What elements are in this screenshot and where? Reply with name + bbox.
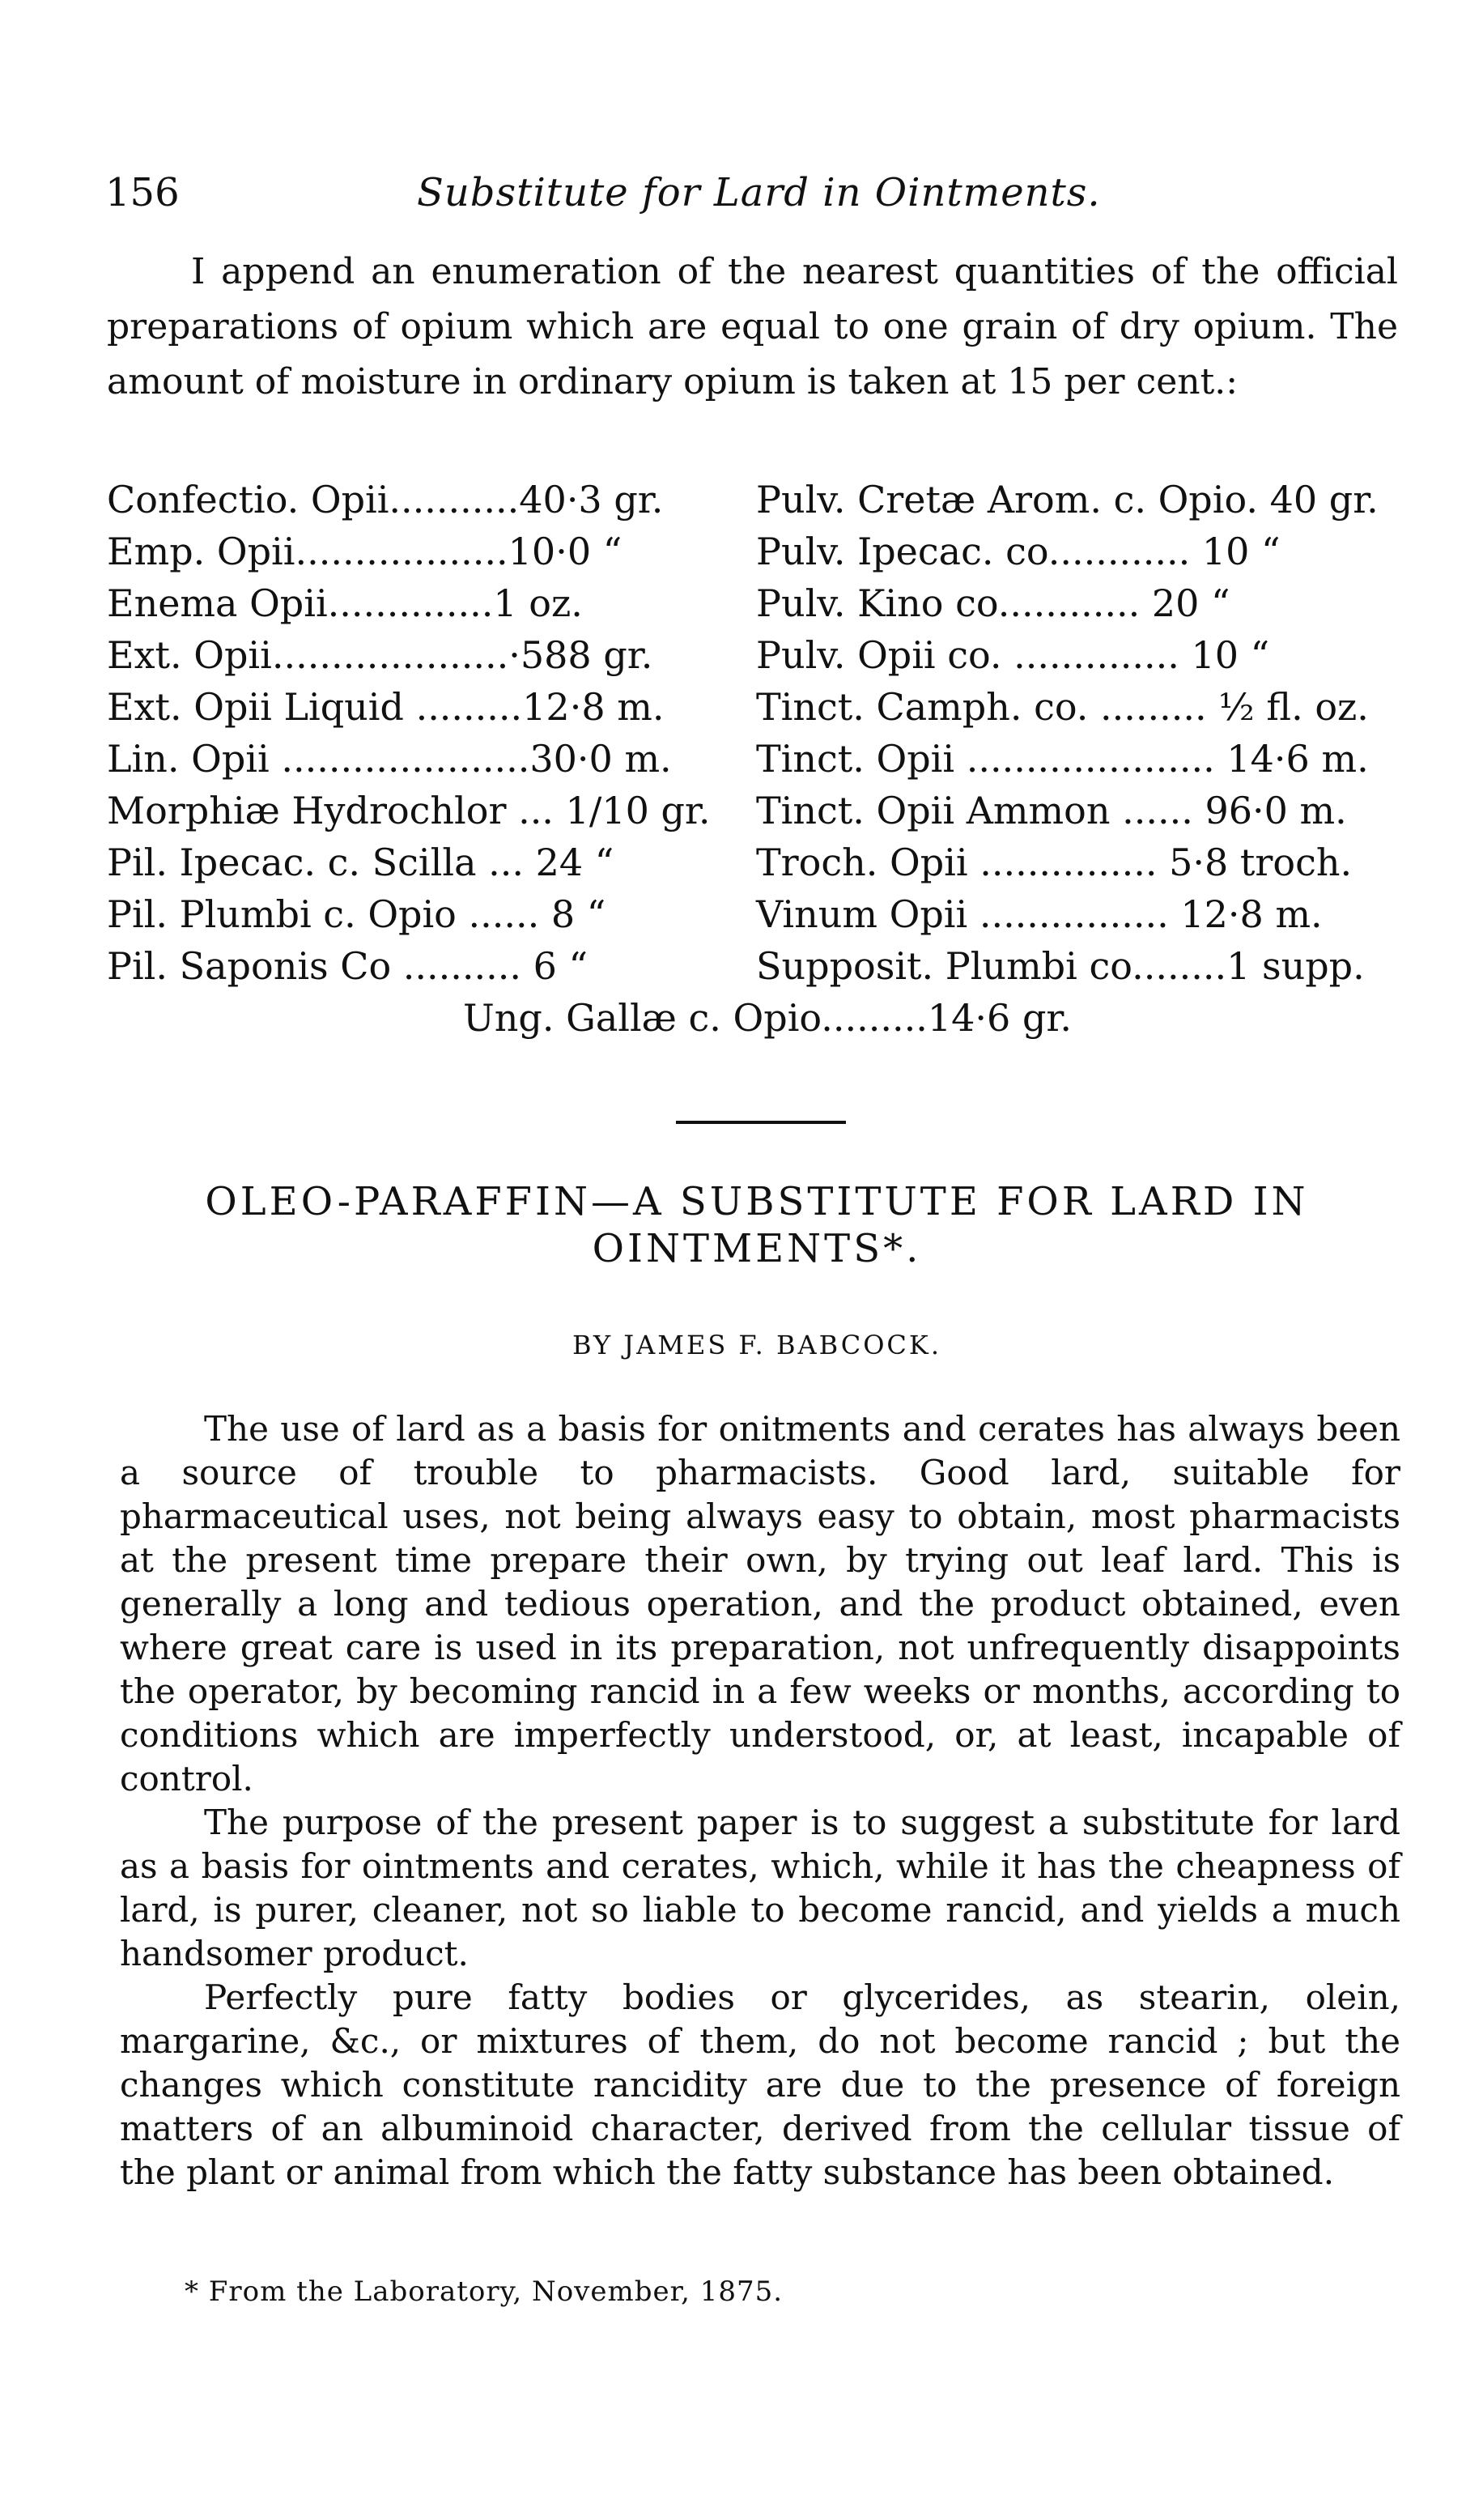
table-cell-right: Tinct. Opii Ammon ...... 96·0 m. <box>756 789 1347 832</box>
table-cell-right: Pulv. Cretæ Arom. c. Opio. 40 gr. <box>756 478 1379 521</box>
page-number: 156 <box>105 170 180 215</box>
table-cell-left: Enema Opii..............1 oz. <box>107 581 583 625</box>
table-cell-center: Ung. Gallæ c. Opio.........14·6 gr. <box>463 996 1072 1040</box>
table-cell-left: Morphiæ Hydrochlor ... 1/10 gr. <box>107 789 711 832</box>
table-cell-left: Ext. Opii Liquid .........12·8 m. <box>107 685 665 729</box>
table-row <box>107 841 1402 892</box>
body-paragraph: Perfectly pure fatty bodies or glycerides, as stearin, olein, margarine, &c., or mixtures of them, do not become rancid ; but the changes which constitute rancidity are due to the presence of foreign matters of an albuminoid character, derived from the cellular tissue of the plant or animal from which the fatty substance has been obtained. <box>120 1977 1400 2192</box>
table-row <box>107 581 1402 633</box>
running-head: Substitute for Lard in Ointments. <box>417 170 1101 215</box>
table-row <box>107 789 1402 841</box>
article-body <box>120 1407 1400 2194</box>
table-cell-left: Confectio. Opii...........40·3 gr. <box>107 478 664 521</box>
table-cell-right: Vinum Opii ................ 12·8 m. <box>756 892 1323 936</box>
byline: BY JAMES F. BABCOCK. <box>572 1330 941 1360</box>
table-cell-right: Pulv. Kino co............ 20 “ <box>756 581 1230 625</box>
table-cell-right: Tinct. Camph. co. ......... ½ fl. oz. <box>756 685 1369 729</box>
table-cell-left: Pil. Plumbi c. Opio ...... 8 “ <box>107 892 606 936</box>
table-row <box>107 530 1402 581</box>
table-row-last <box>107 996 1402 1048</box>
table-cell-left: Ext. Opii....................·588 gr. <box>107 633 653 677</box>
table-row <box>107 944 1402 996</box>
table-row <box>107 737 1402 789</box>
table-cell-right: Troch. Opii ............... 5·8 troch. <box>756 841 1353 884</box>
section-divider <box>676 1121 846 1124</box>
table-row <box>107 633 1402 685</box>
article-title: OLEO-PARAFFIN—A SUBSTITUTE FOR LARD IN OINTMENTS*. <box>205 1179 1309 1271</box>
opium-equivalents-table <box>107 478 1402 1061</box>
table-cell-right: Supposit. Plumbi co........1 supp. <box>756 944 1365 988</box>
body-paragraph: The purpose of the present paper is to suggest a substitute for lard as a basis for ointments and cerates, which, while it has the cheapness of lard, is purer, cleaner, not so liable to become rancid, and yields a much handsomer product. <box>120 1803 1400 1973</box>
page-header <box>105 170 1400 219</box>
table-cell-left: Pil. Ipecac. c. Scilla ... 24 “ <box>107 841 614 884</box>
table-row <box>107 478 1402 530</box>
intro-paragraph <box>107 245 1398 410</box>
table-row <box>107 892 1402 944</box>
table-row <box>107 685 1402 737</box>
body-paragraph: The use of lard as a basis for onitments and cerates has always been a source of trouble to pharmacists. Good lard, suitable for pharmaceutical uses, not being always easy to obtain, most pharmacists at the present time prepare their own, by trying out leaf lard. This is generally a long and tedious operation, and the product obtained, even where great care is used in its preparation, not unfrequently disappoints the operator, by becoming rancid in a few weeks or months, according to conditions which are imperfectly understood, or, at least, incapable of control. <box>120 1409 1400 1798</box>
table-cell-right: Pulv. Ipecac. co............ 10 “ <box>756 530 1281 573</box>
footnote: * From the Laboratory, November, 1875. <box>185 2275 784 2308</box>
table-cell-right: Pulv. Opii co. .............. 10 “ <box>756 633 1270 677</box>
table-cell-left: Pil. Saponis Co .......... 6 “ <box>107 944 589 988</box>
table-cell-left: Lin. Opii .....................30·0 m. <box>107 737 672 781</box>
table-cell-left: Emp. Opii..................10·0 “ <box>107 530 623 573</box>
table-cell-right: Tinct. Opii ..................... 14·6 m. <box>756 737 1369 781</box>
intro-text: I append an enumeration of the nearest quantities of the official preparations of opium which are equal to one grain of dry opium. The amount of moisture in ordinary opium is taken at 15 per cent.: <box>107 251 1398 402</box>
